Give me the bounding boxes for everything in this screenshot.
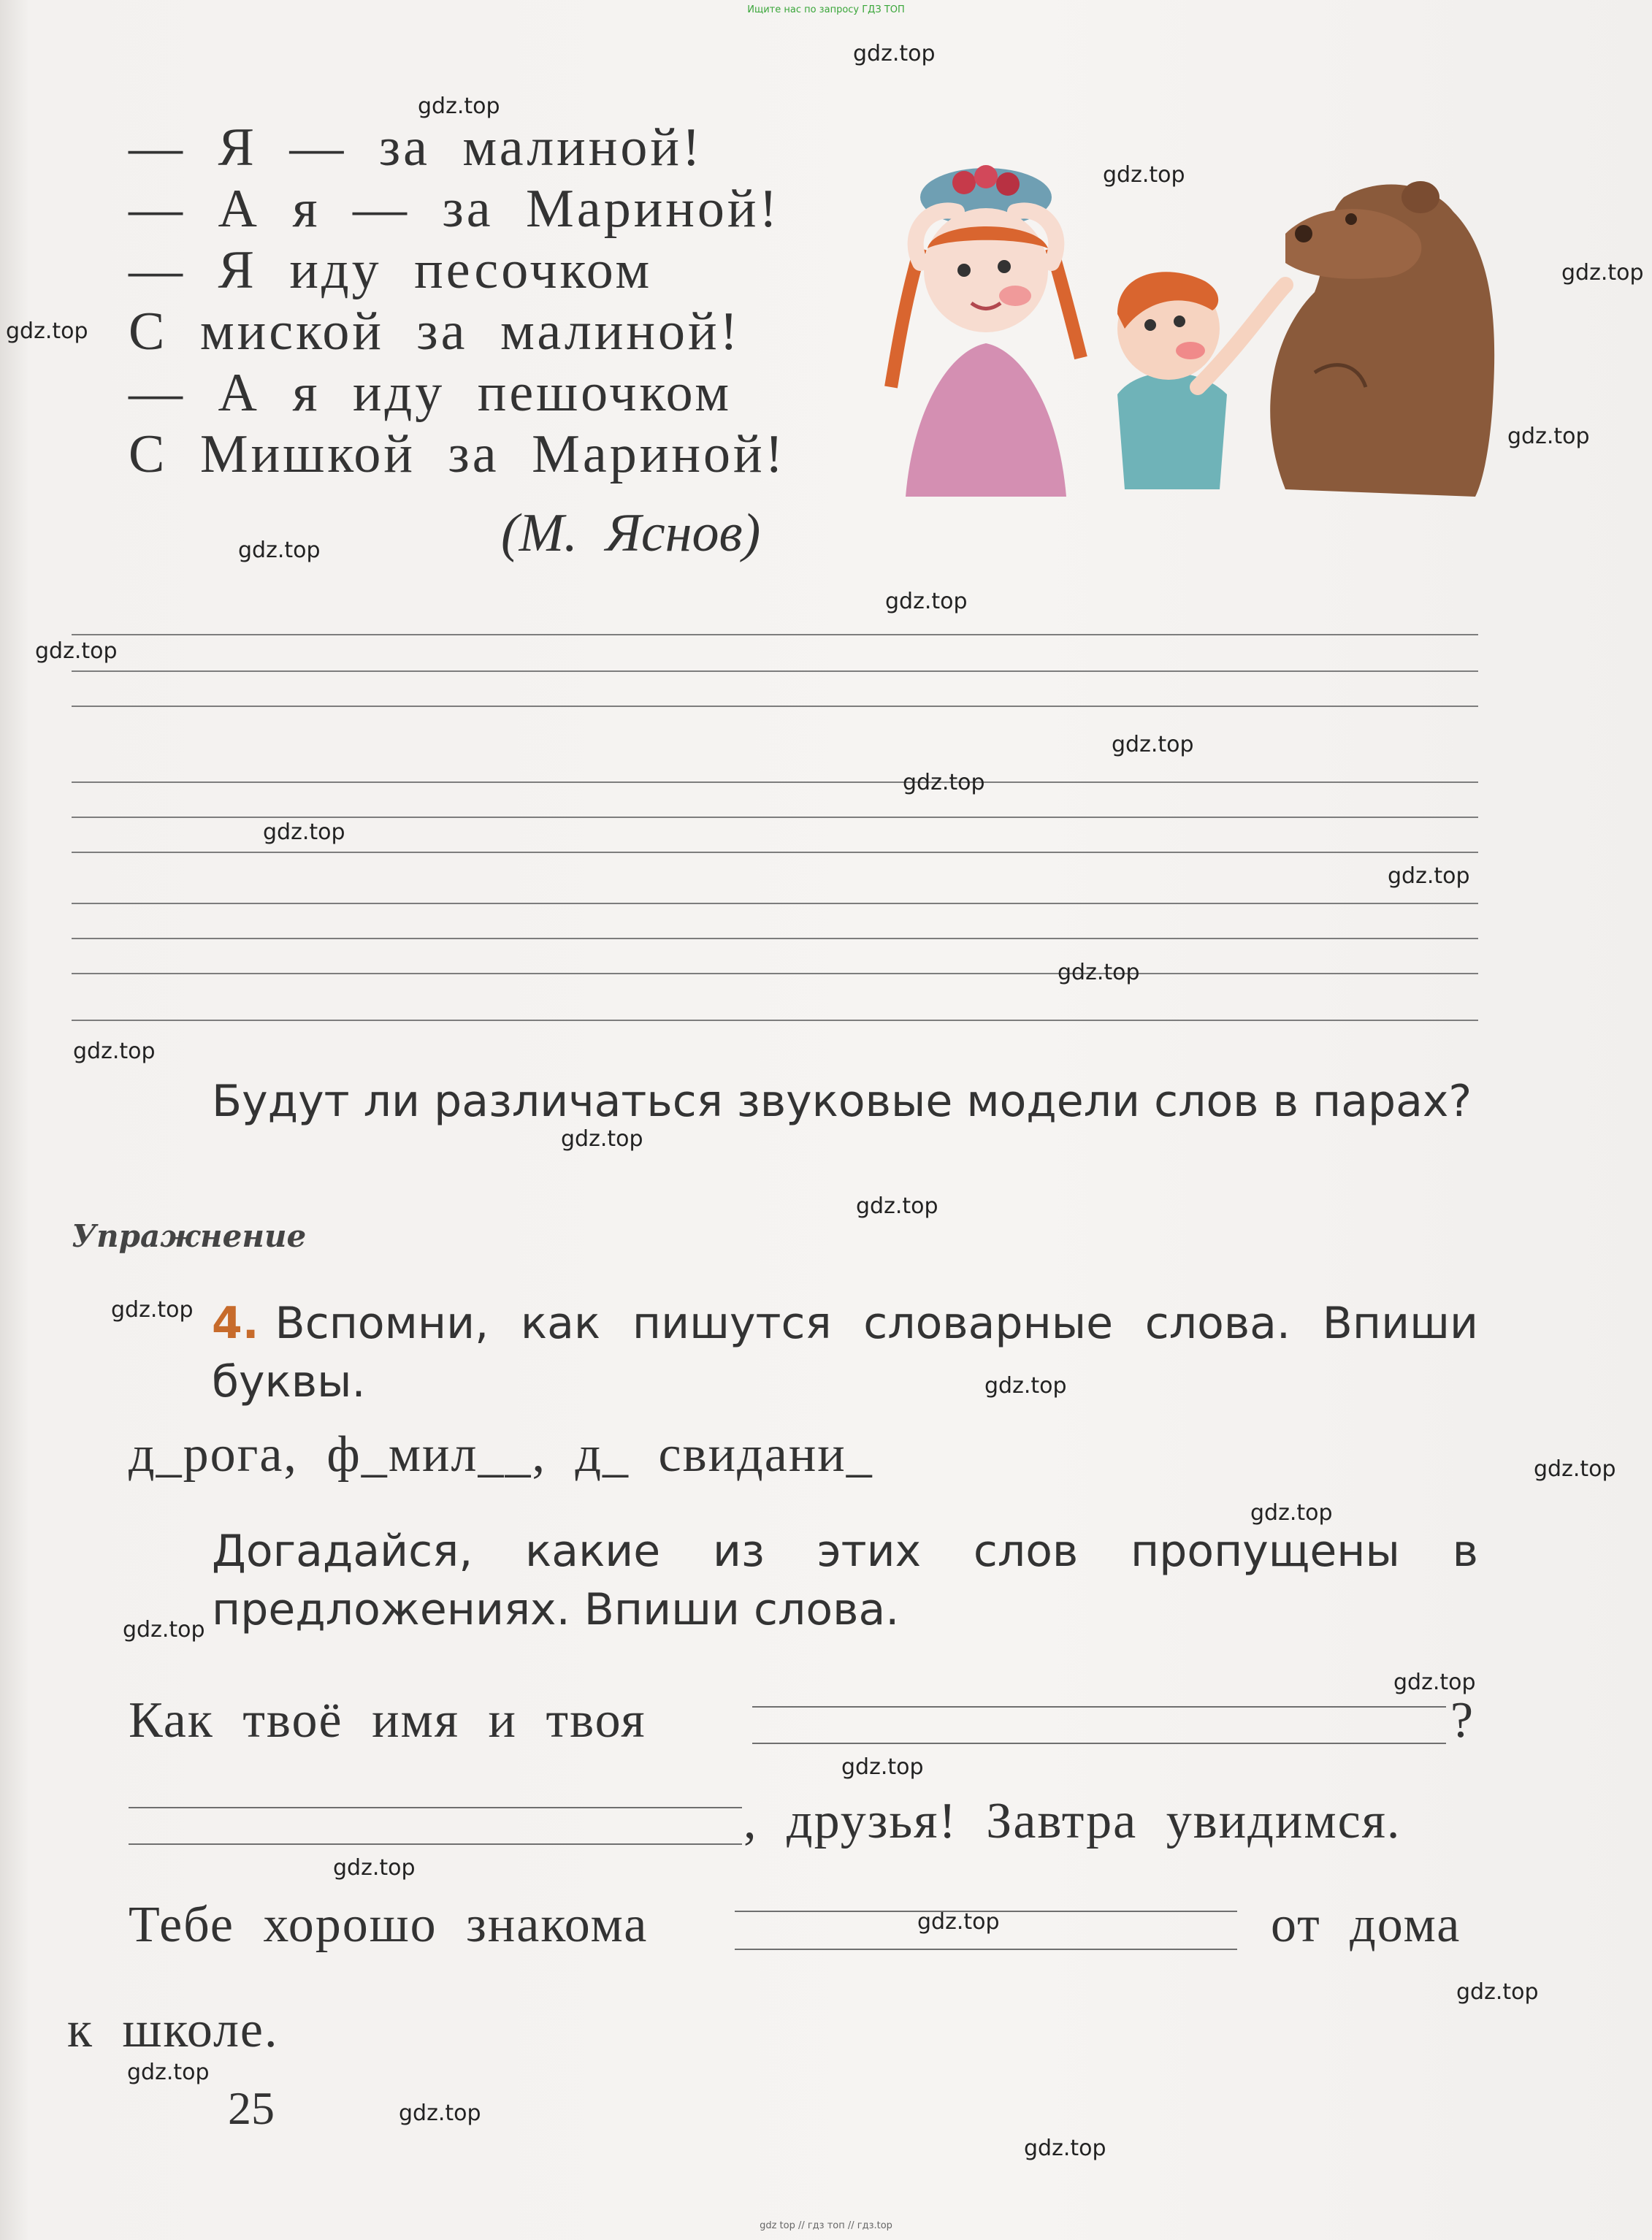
watermark: gdz.top — [1393, 1670, 1476, 1695]
poem-line: С Мишкой за Мариной! — [129, 424, 787, 484]
watermark: gdz.top — [841, 1754, 924, 1780]
watermark: gdz.top — [1561, 260, 1644, 286]
watermark: gdz.top — [263, 819, 345, 845]
poem-line: — А я иду пешочком — [129, 363, 733, 423]
watermark: gdz.top — [1024, 2136, 1106, 2161]
watermark: gdz.top — [1250, 1500, 1333, 1526]
exercise-instruction — [212, 1294, 1478, 1411]
poem-line: — А я — за Мариной! — [129, 179, 781, 239]
boy-drawing — [1117, 272, 1285, 489]
answer-blank[interactable] — [129, 1807, 742, 1808]
watermark: gdz.top — [418, 93, 500, 119]
question-label: Будут ли различаться звуковые модели слов в парах? — [212, 1076, 1472, 1127]
watermark: gdz.top — [984, 1373, 1067, 1399]
watermark: gdz.top — [1456, 1979, 1539, 2005]
watermark: gdz.top — [111, 1297, 194, 1323]
task2-text: Догадайся, какие из этих слов пропущены в предложениях. Впиши слова. — [212, 1526, 1478, 1635]
sentence-3-start: Тебе хорошо знакома — [129, 1897, 649, 1953]
poem-line: — Я иду песочком — [129, 240, 653, 300]
illustration-girl-boy-bear — [876, 153, 1504, 504]
sentence-3-end: к школе. — [67, 2002, 279, 2058]
bear-drawing — [1270, 181, 1494, 497]
page-number: 25 — [228, 2082, 275, 2134]
writing-line[interactable] — [72, 938, 1478, 939]
writing-line[interactable] — [72, 903, 1478, 904]
writing-line[interactable] — [72, 973, 1478, 974]
watermark: gdz.top — [35, 638, 118, 664]
girl-drawing — [891, 165, 1081, 497]
sentence-2: , друзья! Завтра увидимся. — [743, 1793, 1401, 1849]
watermark: gdz.top — [333, 1855, 416, 1881]
watermark: gdz.top — [6, 318, 88, 344]
watermark: gdz.top — [1058, 960, 1140, 985]
watermark: gdz.top — [127, 2060, 210, 2085]
writing-line[interactable] — [72, 634, 1478, 635]
header-note: Ищите нас по запросу ГДЗ ТОП — [747, 4, 905, 15]
footer-note: gdz top // гдз топ // гдз.top — [760, 2220, 892, 2231]
watermark: gdz.top — [885, 589, 968, 614]
answer-blank[interactable] — [129, 1843, 742, 1845]
poem-line: — Я — за малиной! — [129, 118, 703, 177]
answer-blank[interactable] — [735, 1949, 1237, 1950]
watermark: gdz.top — [399, 2101, 481, 2126]
poem-line: С миской за малиной! — [129, 302, 741, 362]
watermark: gdz.top — [1103, 162, 1185, 188]
writing-line[interactable] — [72, 1020, 1478, 1021]
watermark: gdz.top — [123, 1617, 205, 1643]
writing-line[interactable] — [72, 706, 1478, 707]
watermark: gdz.top — [1534, 1456, 1616, 1482]
question-text — [212, 1072, 1478, 1131]
watermark: gdz.top — [1112, 732, 1194, 757]
watermark: gdz.top — [1388, 863, 1470, 889]
watermark: gdz.top — [853, 41, 936, 66]
watermark: gdz.top — [238, 538, 321, 563]
watermark: gdz.top — [917, 1909, 1000, 1935]
exercise-instruction-text: Вспомни, как пишутся словарные слова. Впиши буквы. — [212, 1298, 1478, 1407]
exercise-number: 4. — [212, 1298, 259, 1349]
watermark: gdz.top — [903, 770, 985, 795]
watermark: gdz.top — [856, 1193, 938, 1219]
watermark: gdz.top — [1507, 424, 1590, 449]
writing-line[interactable] — [72, 852, 1478, 853]
poem-author: (М. Яснов) — [501, 503, 761, 563]
sentence-1: Как твоё имя и твоя — [129, 1692, 646, 1748]
writing-line[interactable] — [72, 670, 1478, 672]
dictionary-words-line[interactable]: д_рога, ф_мил__, д_ свидани_ — [129, 1426, 873, 1483]
answer-blank[interactable] — [752, 1743, 1446, 1744]
sentence-3-mid: от дома — [1271, 1897, 1461, 1953]
writing-line[interactable] — [72, 781, 1478, 783]
poem — [129, 117, 786, 485]
answer-blank[interactable] — [752, 1706, 1446, 1708]
writing-line[interactable] — [72, 817, 1478, 818]
watermark: gdz.top — [73, 1039, 156, 1064]
sentence-1-end: ? — [1450, 1692, 1475, 1748]
exercise-label: Упражнение — [72, 1218, 307, 1254]
watermark: gdz.top — [561, 1126, 643, 1152]
exercise-task2 — [212, 1522, 1478, 1639]
